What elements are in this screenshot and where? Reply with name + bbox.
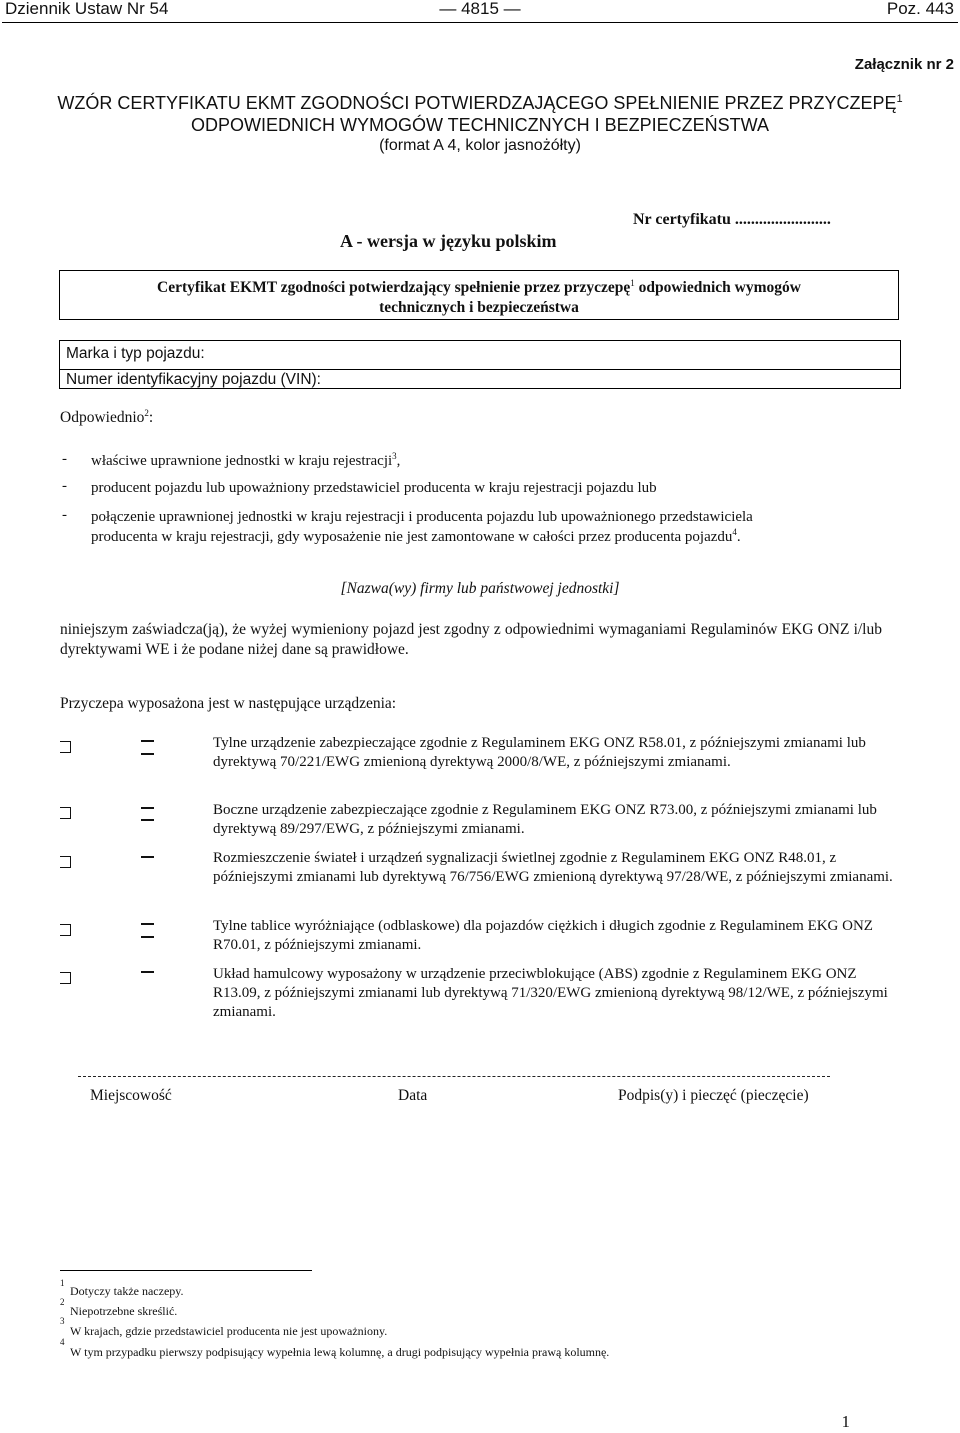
vehicle-info-divider <box>59 369 901 370</box>
option-suffix: . <box>736 529 741 545</box>
option-text: połączenie uprawnionej jednostki w kraju rejestracji i producenta pojazdu lub upoważnionego przedstawiciela producenta w kraju rejestracji, gdy wyposażenie nie jest zamontowane w całości przez producenta pojazdu <box>91 509 753 545</box>
footnote-number <box>60 1339 65 1354</box>
equipment-dash-icon <box>141 819 154 821</box>
certificate-title-footnote-ref: 1 <box>630 277 635 288</box>
footnote-text: W tym przypadku pierwszy podpisujący wypełnia lewą kolumnę, a drugi podpisujący wypełnia prawą kolumnę. <box>70 1345 610 1359</box>
option-item <box>91 507 821 547</box>
confirmation-statement: niniejszym zaświadcza(ją), że wyżej wymieniony pojazd jest zgodny z odpowiednimi wymaganiami Regulaminów EKG ONZ i/lub dyrektywami WE i że podane niżej dane są prawidłowe. <box>60 621 882 658</box>
certificate-title-part-b: odpowiednich wymogów <box>634 279 801 296</box>
footnote-marker: 3 <box>60 1316 65 1326</box>
header-rule <box>2 22 958 23</box>
equipment-dash-icon <box>141 753 154 755</box>
title-footnote-ref: 1 <box>896 93 903 105</box>
signature-line <box>78 1076 830 1077</box>
place-label: Miejscowość <box>90 1087 172 1104</box>
equipment-item-lighting: Rozmieszczenie świateł i urządzeń sygnalizacji świetlnej zgodnie z Regulaminem EKG ONZ R48.01, z późniejszymi zmianami lub dyrektywą 76/756/EWG zmienioną dyrektywą 97/28/WE, z późniejszymi zmianami. <box>213 850 893 885</box>
document-title-line-1 <box>0 93 960 114</box>
journal-page-number: — 4815 — <box>439 0 521 18</box>
equipment-dash-icon <box>141 936 154 938</box>
equipment-checkbox[interactable] <box>60 856 71 868</box>
option-dash: - <box>62 507 67 523</box>
attachment-label: Załącznik nr 2 <box>854 56 954 73</box>
footnote-rule <box>60 1270 312 1271</box>
respectively-text: Odpowiednio <box>60 409 145 426</box>
equipment-item-abs: Układ hamulcowy wyposażony w urządzenie przeciwblokujące (ABS) zgodnie z Regulaminem EKG ONZ R13.09, z późniejszymi zmianami lub dyrektywą 71/320/EWG zmienioną dyrektywą 98/12/WE, z późniejszymi zmianami. <box>213 966 888 1020</box>
equipment-dash-icon <box>141 971 154 973</box>
equipment-item-rear-markings: Tylne tablice wyróżniające (odblaskowe) dla pojazdów ciężkich i długich zgodnie z Regulaminem EKG ONZ R70.01, z późniejszymi zmianami. <box>213 918 873 953</box>
footnote-marker: 4 <box>60 1337 65 1347</box>
vehicle-vin-field: Numer identyfikacyjny pojazdu (VIN): <box>66 371 321 388</box>
option-item <box>91 451 851 471</box>
signature-stamp-label: Podpis(y) i pieczęć (pieczęcie) <box>618 1087 809 1104</box>
option-text: producent pojazdu lub upoważniony przedstawiciel producenta w kraju rejestracji pojazdu lub <box>91 480 657 496</box>
certificate-title-line-2: technicznych i bezpieczeństwa <box>379 299 579 316</box>
journal-position: Poz. 443 <box>886 0 954 18</box>
equipment-item-side-protection: Boczne urządzenie zabezpieczające zgodnie z Regulaminem EKG ONZ R73.00, z późniejszymi zmianami lub dyrektywą 89/297/EWG, z późniejszymi zmianami. <box>213 802 877 837</box>
document-title-line-2: ODPOWIEDNICH WYMOGÓW TECHNICZNYCH I BEZPIECZEŃSTWA <box>190 115 769 135</box>
option-footnote-ref: 3 <box>392 451 397 461</box>
form-page-number: 1 <box>841 1412 850 1431</box>
vehicle-make-field: Marka i typ pojazdu: <box>66 345 205 362</box>
footnote-text: W krajach, gdzie przedstawiciel producenta nie jest upoważniony. <box>70 1324 388 1338</box>
equipment-checkbox[interactable] <box>60 924 71 936</box>
footnote-text: Dotyczy także naczepy. <box>70 1284 184 1298</box>
option-item <box>91 478 851 498</box>
footnote-text: Niepotrzebne skreślić. <box>70 1304 178 1318</box>
date-label: Data <box>398 1087 428 1104</box>
certificate-title-part-a: Certyfikat EKMT zgodności potwierdzający spełnienie przez przyczepę <box>157 279 631 296</box>
equipment-dash-icon <box>141 807 154 809</box>
option-footnote-ref: 4 <box>732 527 737 537</box>
certificate-title <box>59 278 899 318</box>
journal-title: Dziennik Ustaw Nr 54 <box>5 0 169 18</box>
equipment-item-rear-underrun: Tylne urządzenie zabezpieczające zgodnie z Regulaminem EKG ONZ R58.01, z późniejszymi zmianami lub dyrektywą 70/221/EWG zmienioną dyrektywą 2000/8/WE, z późniejszymi zmianami. <box>213 735 866 770</box>
equipment-dash-icon <box>141 923 154 925</box>
language-version-label: A - wersja w języku polskim <box>340 231 557 251</box>
title-line-1-text: WZÓR CERTYFIKATU EKMT ZGODNOŚCI POTWIERDZAJĄCEGO SPEŁNIENIE PRZEZ PRZYCZEPĘ <box>57 93 897 113</box>
respectively-label <box>60 409 153 427</box>
footnote-marker: 1 <box>60 1278 65 1288</box>
footnote-marker: 2 <box>60 1297 65 1307</box>
equipment-intro: Przyczepa wyposażona jest w następujące urządzenia: <box>60 695 397 712</box>
option-dash: - <box>62 451 67 467</box>
respectively-footnote-ref: 2 <box>144 407 149 418</box>
option-dash: - <box>62 478 67 494</box>
certificate-number-label: Nr certyfikatu ........................ <box>633 211 831 228</box>
footnote-number <box>60 1299 65 1314</box>
option-suffix: , <box>396 453 401 469</box>
equipment-checkbox[interactable] <box>60 807 71 819</box>
footnote-number <box>60 1318 65 1333</box>
equipment-dash-icon <box>141 856 154 858</box>
option-text: właściwe uprawnione jednostki w kraju rejestracji <box>91 453 393 469</box>
footnote-number <box>60 1280 65 1295</box>
document-format-note: (format A 4, kolor jasnożółty) <box>379 137 581 154</box>
respectively-suffix: : <box>148 409 154 426</box>
equipment-dash-icon <box>141 740 154 742</box>
equipment-checkbox[interactable] <box>60 741 71 753</box>
company-name-placeholder: [Nazwa(wy) firmy lub państwowej jednostki] <box>340 580 620 597</box>
equipment-checkbox[interactable] <box>60 972 71 984</box>
